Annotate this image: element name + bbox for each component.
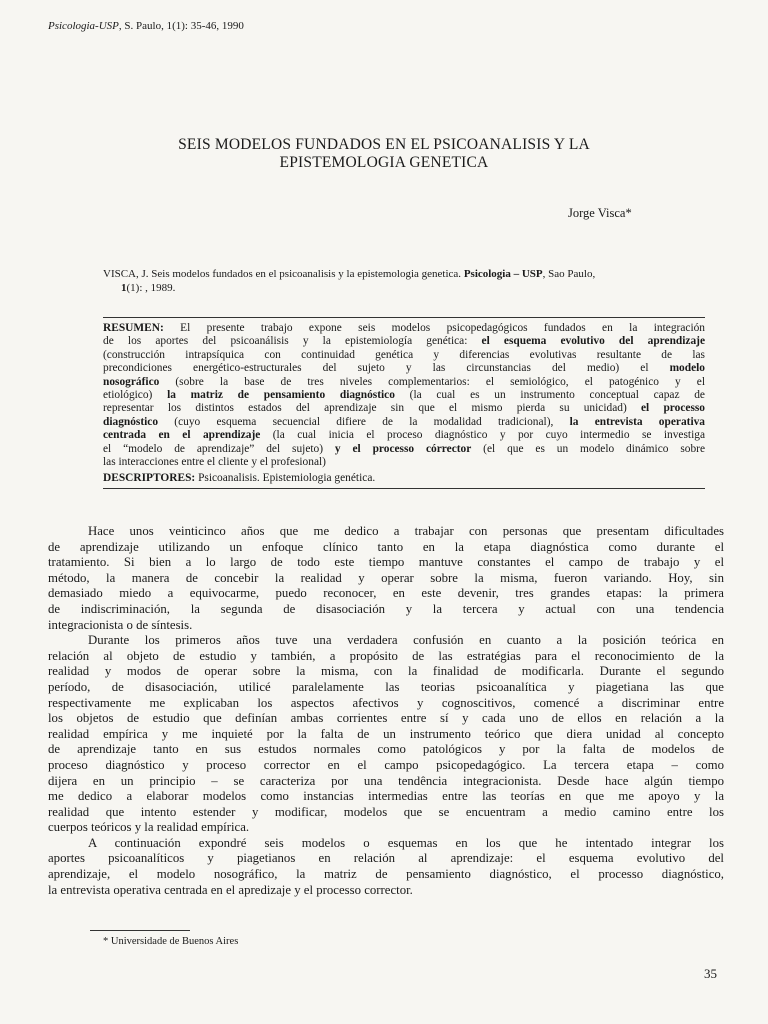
body-line: respectivamente me explicaban los aspectos afectivos y cognoscitivos, comencé a discriminar entre <box>48 695 724 710</box>
abstract-text: (la cual es un instrumento conceptual capaz de <box>394 389 705 402</box>
abstract-line <box>103 362 705 375</box>
body-line: los objetos de estudio que definían ambas corrientes entre sí y cada uno de ellos en relación a la <box>48 711 724 726</box>
author-name: Jorge Visca* <box>568 206 632 220</box>
body-line: relación al objeto de estudio y también, a propósito de las estratégias para el reconocimiento de la <box>48 648 724 663</box>
abstract-term: nosográfico <box>103 375 160 388</box>
body-line: de aprendizaje utilizando un enfoque clínico tanto en la etapa diagnóstica como durante el <box>48 539 724 554</box>
abstract-text: (cuyo esquema secuencial difiere de la modalidad tradicional), <box>158 415 570 428</box>
citation-text: VISCA, J. Seis modelos fundados en el psicoanalisis y la epistemologia genetica. <box>103 268 464 280</box>
abstract-line <box>103 443 705 456</box>
abstract-term: la entrevista operativa <box>569 415 705 428</box>
abstract-text: precondiciones energético-estructurales del sujeto y las circunstancias del medio) el <box>103 362 670 375</box>
body-line: Hace unos veinticinco años que me dedico a trabajar con personas que presentam dificultades <box>88 524 724 538</box>
abstract-text: (sobre la base de tres niveles complementarios: el semiológico, el patogénico y el <box>159 375 705 388</box>
descriptors-label: DESCRIPTORES: <box>103 472 196 484</box>
abstract-term: centrada en el aprendizaje <box>103 429 261 442</box>
body-line: cuerpos teóricos y la realidad empírica. <box>48 820 250 835</box>
abstract-line <box>103 389 705 402</box>
abstract-line <box>103 335 705 348</box>
body-line: proceso diagnóstico y proceso corrector en el campo psicopedagógico. La tercera etapa – como <box>48 757 724 772</box>
body-line: período, de disasociación, utilicé paralelamente las teorias psicoanalítica y piagetiana las que <box>48 679 724 694</box>
abstract-line <box>103 322 705 335</box>
abstract-text: representar los distintos estados del aprendizaje sin que el mismo pierda su unicidad) <box>103 402 641 415</box>
citation-line-2 <box>103 281 703 295</box>
abstract-line <box>103 349 705 362</box>
citation-issue: (1): , 1989. <box>126 282 176 294</box>
abstract-term: y el processo córrector <box>334 442 472 455</box>
body-line: integracionista o de síntesis. <box>48 617 193 632</box>
citation-volume: 1 <box>121 282 127 294</box>
body-line: aportes psicoanalíticos y piagetianos en relación al aprendizaje: el esquema evolutivo del <box>48 851 724 866</box>
body-line: de aprendizaje tanto en sus estudos normales como patológicos y por la falta de modelos de <box>48 742 724 757</box>
abstract-text: (construcción intrapsíquica con continuidad genética y diferencias evolutivas resultante de las <box>103 348 705 361</box>
body-line: la entrevista operativa centrada en el apredizaje y el processo corrector. <box>48 882 413 897</box>
abstract-text: (la cual inicia el proceso diagnóstico y por cuyo intermedio se investiga <box>260 429 705 442</box>
descriptors <box>103 472 375 484</box>
body-line: tratamiento. Si bien a lo largo de todo este tiempo mantuve constantes el campo de trabajo y el <box>48 555 724 570</box>
abstract-line <box>103 402 705 415</box>
citation-line-1 <box>103 267 703 281</box>
citation-journal: Psicologia – USP <box>463 268 543 280</box>
journal-issue: , S. Paulo, 1(1): 35-46, 1990 <box>118 20 244 32</box>
title-line-1: SEIS MODELOS FUNDADOS EN EL PSICOANALISIS Y LA <box>178 136 590 153</box>
body-line: realidad que intento estender y modificar, modelos que se encuentram a medio camino entre los <box>48 804 724 819</box>
abstract-text: de los aportes del psicoanálisis y la epistemiología genética: <box>103 335 482 348</box>
title-line-2: EPISTEMOLOGIA GENETICA <box>279 154 489 171</box>
journal-name: Psicologia-USP <box>48 20 119 32</box>
body-line: Durante los primeros años tuve una verdadera confusión en cuanto a la posición teórica en <box>88 633 724 648</box>
abstract-text: el “modelo de aprendizaje” del sujeto) <box>103 442 335 455</box>
footnote-divider <box>90 930 190 931</box>
body-line: aprendizaje, el modelo nosográfico, la matriz de pensamiento diagnóstico, el processo diagnóstico, <box>48 867 724 882</box>
footnote: * Universidade de Buenos Aires <box>103 936 239 947</box>
body-line: A continuación expondré seis modelos o esquemas en los que he intentado integrar los <box>88 835 724 850</box>
citation-place: , Sao Paulo, <box>542 268 596 280</box>
body-line: me dedico a elaborar modelos como instancias intermedias entre las teorías en que me apoyo y la <box>48 789 724 804</box>
abstract-term: diagnóstico <box>103 415 159 428</box>
article-title <box>60 136 708 172</box>
abstract-text: las interacciones entre el cliente y el profesional) <box>103 456 326 469</box>
body-line: demasiado miedo a equivocarme, puedo reconocer, en este devenir, tres grandes etapas: la primera <box>48 586 724 601</box>
abstract-line <box>103 416 705 429</box>
abstract-line <box>103 376 705 389</box>
citation <box>103 267 703 295</box>
abstract-term: el esquema evolutivo del aprendizaje <box>481 335 706 348</box>
abstract-text: (el que es un modelo dinámico sobre <box>471 442 705 455</box>
body-line: realidad empírica y me inquieté por la falta de un instrumento teórico que diera unidad al concepto <box>48 726 724 741</box>
abstract-term: modelo <box>669 362 705 375</box>
abstract-line <box>103 456 705 469</box>
body-line: de indiscriminación, la segunda de disasociación y la tercera y actual con una tendencia <box>48 601 724 616</box>
abstract-text: El presente trabajo expone seis modelos psicopedagógicos fundados en la integración <box>163 322 705 334</box>
abstract-text: etiológico) <box>103 389 168 402</box>
running-header <box>48 20 244 32</box>
abstract-term: la matriz de pensamiento diagnóstico <box>167 389 395 402</box>
body-line: método, la manera de concebir la realidad y operar sobre la misma, fueron variando. Hoy, sin <box>48 570 724 585</box>
body-text <box>48 524 724 898</box>
abstract <box>103 322 705 469</box>
body-line: realidad y modos de operar sobre la misma, con la finalidad de modificarla. Durante el segundo <box>48 664 724 679</box>
abstract-term: el processo <box>641 402 706 415</box>
descriptors-text: Psicoanalisis. Epistemiologia genética. <box>195 472 376 484</box>
body-line: dijera en un principio – se caracteriza por una tendência integracionista. Desde hace algún tiempo <box>48 773 724 788</box>
abstract-label: RESUMEN: <box>103 322 164 334</box>
page-number: 35 <box>704 966 717 981</box>
abstract-line <box>103 429 705 442</box>
